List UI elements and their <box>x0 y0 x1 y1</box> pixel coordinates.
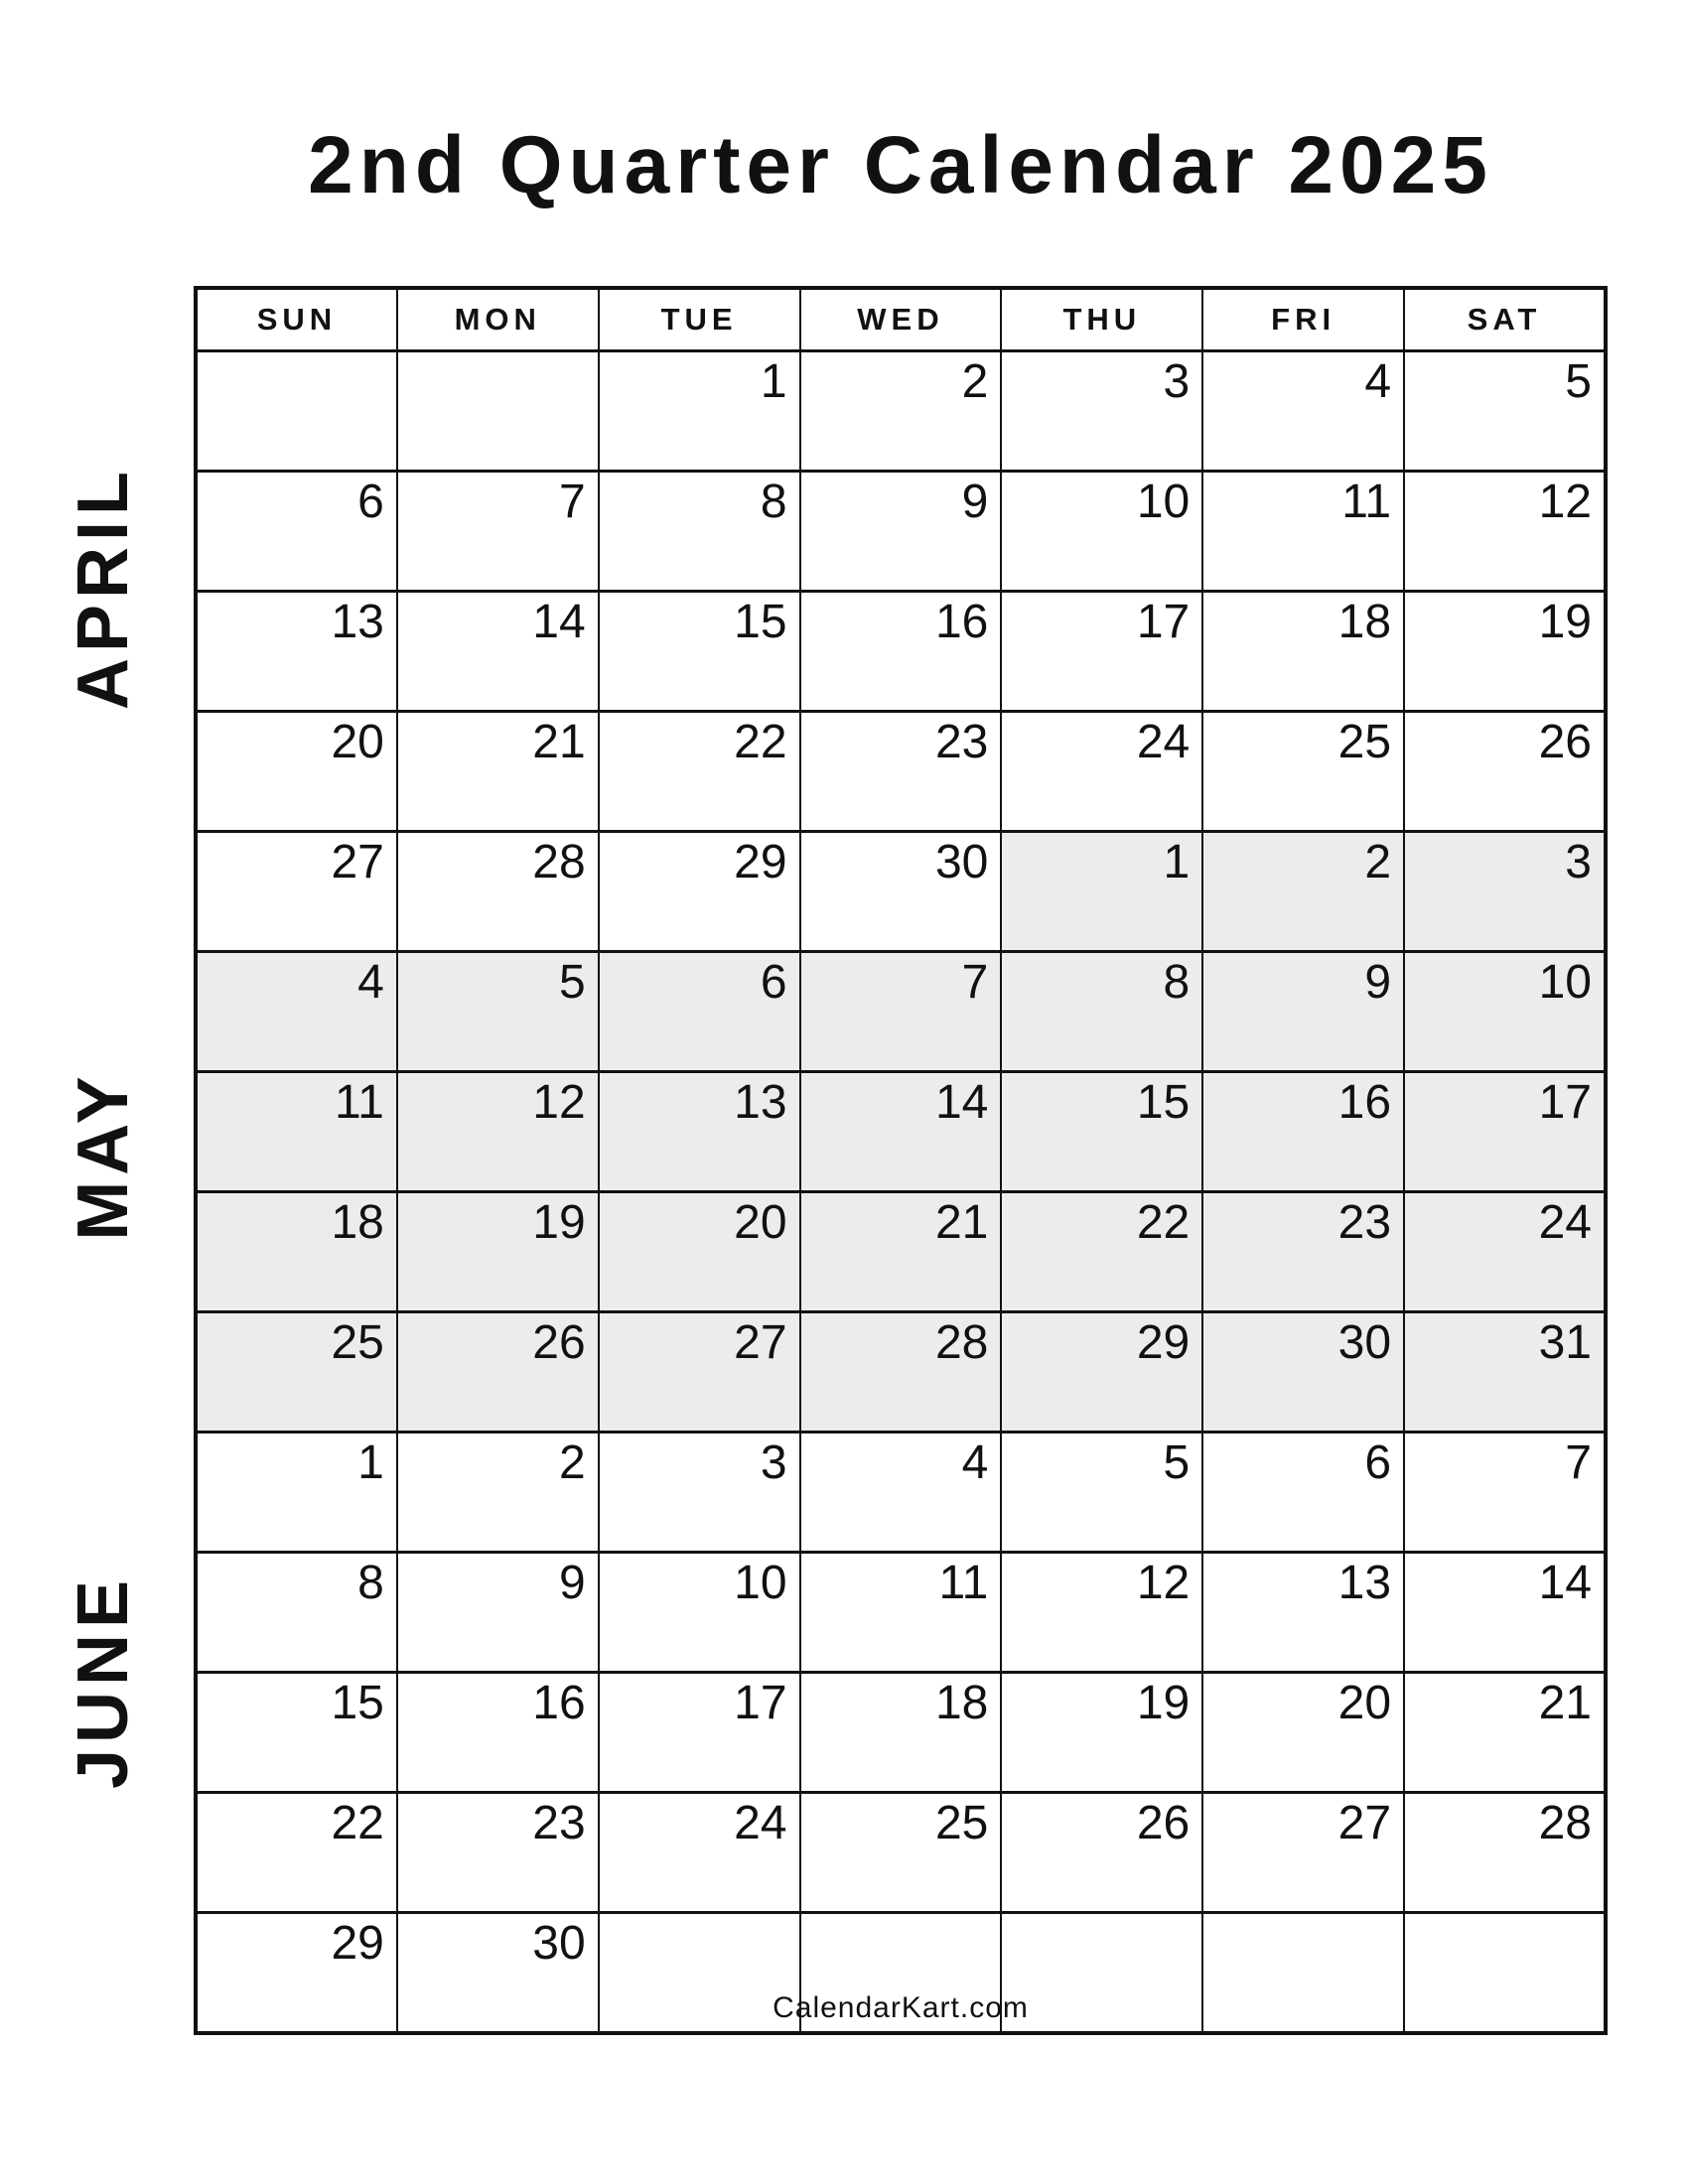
day-cell: 12 <box>1001 1553 1202 1673</box>
day-cell: 9 <box>397 1553 599 1673</box>
day-cell: 27 <box>599 1312 800 1433</box>
day-cell: 20 <box>1202 1673 1404 1793</box>
day-cell: 9 <box>800 472 1002 592</box>
day-cell: 28 <box>1404 1793 1606 1913</box>
day-cell: 19 <box>397 1192 599 1312</box>
empty-day-cell <box>397 351 599 472</box>
calendar-table <box>194 286 1608 2035</box>
day-cell: 25 <box>1202 712 1404 832</box>
day-cell: 17 <box>1001 592 1202 712</box>
day-cell: 21 <box>800 1192 1002 1312</box>
day-cell: 3 <box>1001 351 1202 472</box>
day-cell: 19 <box>1001 1673 1202 1793</box>
day-cell: 13 <box>599 1072 800 1192</box>
day-cell: 4 <box>800 1433 1002 1553</box>
day-cell: 14 <box>397 592 599 712</box>
day-cell: 19 <box>1404 592 1606 712</box>
week-row <box>196 1433 1606 1553</box>
day-cell: 20 <box>599 1192 800 1312</box>
day-cell: 14 <box>1404 1553 1606 1673</box>
day-cell: 3 <box>1404 832 1606 952</box>
day-cell: 16 <box>1202 1072 1404 1192</box>
day-cell: 4 <box>196 952 397 1072</box>
weekday-header-tue: TUE <box>599 288 800 351</box>
month-label-gutter <box>0 0 194 2184</box>
day-cell: 27 <box>196 832 397 952</box>
day-cell: 20 <box>196 712 397 832</box>
week-row <box>196 1553 1606 1673</box>
weekday-header-mon: MON <box>397 288 599 351</box>
week-row <box>196 1793 1606 1913</box>
day-cell: 26 <box>1001 1793 1202 1913</box>
weekday-header-thu: THU <box>1001 288 1202 351</box>
week-row <box>196 472 1606 592</box>
day-cell: 8 <box>599 472 800 592</box>
weekday-header-wed: WED <box>800 288 1002 351</box>
day-cell: 29 <box>599 832 800 952</box>
week-row <box>196 1072 1606 1192</box>
day-cell: 12 <box>1404 472 1606 592</box>
day-cell: 8 <box>1001 952 1202 1072</box>
day-cell: 11 <box>196 1072 397 1192</box>
day-cell: 3 <box>599 1433 800 1553</box>
week-row <box>196 1192 1606 1312</box>
day-cell: 21 <box>1404 1673 1606 1793</box>
day-cell: 29 <box>196 1913 397 2034</box>
day-cell: 26 <box>397 1312 599 1433</box>
day-cell: 15 <box>196 1673 397 1793</box>
month-label-april: APRIL <box>64 466 143 710</box>
day-cell: 31 <box>1404 1312 1606 1433</box>
calendar-body <box>196 351 1606 2034</box>
day-cell: 17 <box>599 1673 800 1793</box>
day-cell: 10 <box>1404 952 1606 1072</box>
day-cell: 25 <box>196 1312 397 1433</box>
day-cell: 23 <box>800 712 1002 832</box>
day-cell: 10 <box>599 1553 800 1673</box>
day-cell: 2 <box>397 1433 599 1553</box>
day-cell: 5 <box>1001 1433 1202 1553</box>
page-title: 2nd Quarter Calendar 2025 <box>308 120 1493 210</box>
footer-credit: CalendarKart.com <box>773 1991 1029 2024</box>
day-cell: 24 <box>1404 1192 1606 1312</box>
day-cell: 30 <box>800 832 1002 952</box>
day-cell: 9 <box>1202 952 1404 1072</box>
day-cell: 16 <box>800 592 1002 712</box>
weekday-header-sun: SUN <box>196 288 397 351</box>
day-cell: 13 <box>196 592 397 712</box>
day-cell: 11 <box>800 1553 1002 1673</box>
day-cell: 30 <box>1202 1312 1404 1433</box>
day-cell: 6 <box>196 472 397 592</box>
week-row <box>196 952 1606 1072</box>
day-cell: 14 <box>800 1072 1002 1192</box>
day-cell: 28 <box>800 1312 1002 1433</box>
month-label-may: MAY <box>64 1070 143 1241</box>
week-row <box>196 712 1606 832</box>
day-cell: 4 <box>1202 351 1404 472</box>
day-cell: 23 <box>1202 1192 1404 1312</box>
day-cell: 1 <box>599 351 800 472</box>
day-cell: 18 <box>800 1673 1002 1793</box>
day-cell: 24 <box>599 1793 800 1913</box>
day-cell: 5 <box>397 952 599 1072</box>
day-cell: 22 <box>196 1793 397 1913</box>
empty-day-cell <box>196 351 397 472</box>
day-cell: 7 <box>800 952 1002 1072</box>
week-row <box>196 832 1606 952</box>
day-cell: 26 <box>1404 712 1606 832</box>
week-row <box>196 1312 1606 1433</box>
day-cell: 15 <box>1001 1072 1202 1192</box>
weekday-header-row <box>196 288 1606 351</box>
week-row <box>196 592 1606 712</box>
day-cell: 23 <box>397 1793 599 1913</box>
day-cell: 7 <box>1404 1433 1606 1553</box>
day-cell: 2 <box>1202 832 1404 952</box>
day-cell: 6 <box>1202 1433 1404 1553</box>
weekday-header-sat: SAT <box>1404 288 1606 351</box>
weekday-header-fri: FRI <box>1202 288 1404 351</box>
day-cell: 27 <box>1202 1793 1404 1913</box>
day-cell: 18 <box>196 1192 397 1312</box>
day-cell: 13 <box>1202 1553 1404 1673</box>
day-cell: 6 <box>599 952 800 1072</box>
day-cell: 2 <box>800 351 1002 472</box>
day-cell: 5 <box>1404 351 1606 472</box>
day-cell: 18 <box>1202 592 1404 712</box>
day-cell: 24 <box>1001 712 1202 832</box>
day-cell: 22 <box>599 712 800 832</box>
day-cell: 15 <box>599 592 800 712</box>
day-cell: 30 <box>397 1913 599 2034</box>
day-cell: 25 <box>800 1793 1002 1913</box>
day-cell: 1 <box>196 1433 397 1553</box>
day-cell: 10 <box>1001 472 1202 592</box>
day-cell: 11 <box>1202 472 1404 592</box>
day-cell: 8 <box>196 1553 397 1673</box>
day-cell: 21 <box>397 712 599 832</box>
day-cell: 16 <box>397 1673 599 1793</box>
day-cell: 29 <box>1001 1312 1202 1433</box>
day-cell: 12 <box>397 1072 599 1192</box>
month-label-june: JUNE <box>64 1573 143 1790</box>
day-cell: 28 <box>397 832 599 952</box>
day-cell: 22 <box>1001 1192 1202 1312</box>
day-cell: 7 <box>397 472 599 592</box>
day-cell: 1 <box>1001 832 1202 952</box>
day-cell: 17 <box>1404 1072 1606 1192</box>
week-row <box>196 351 1606 472</box>
week-row <box>196 1673 1606 1793</box>
